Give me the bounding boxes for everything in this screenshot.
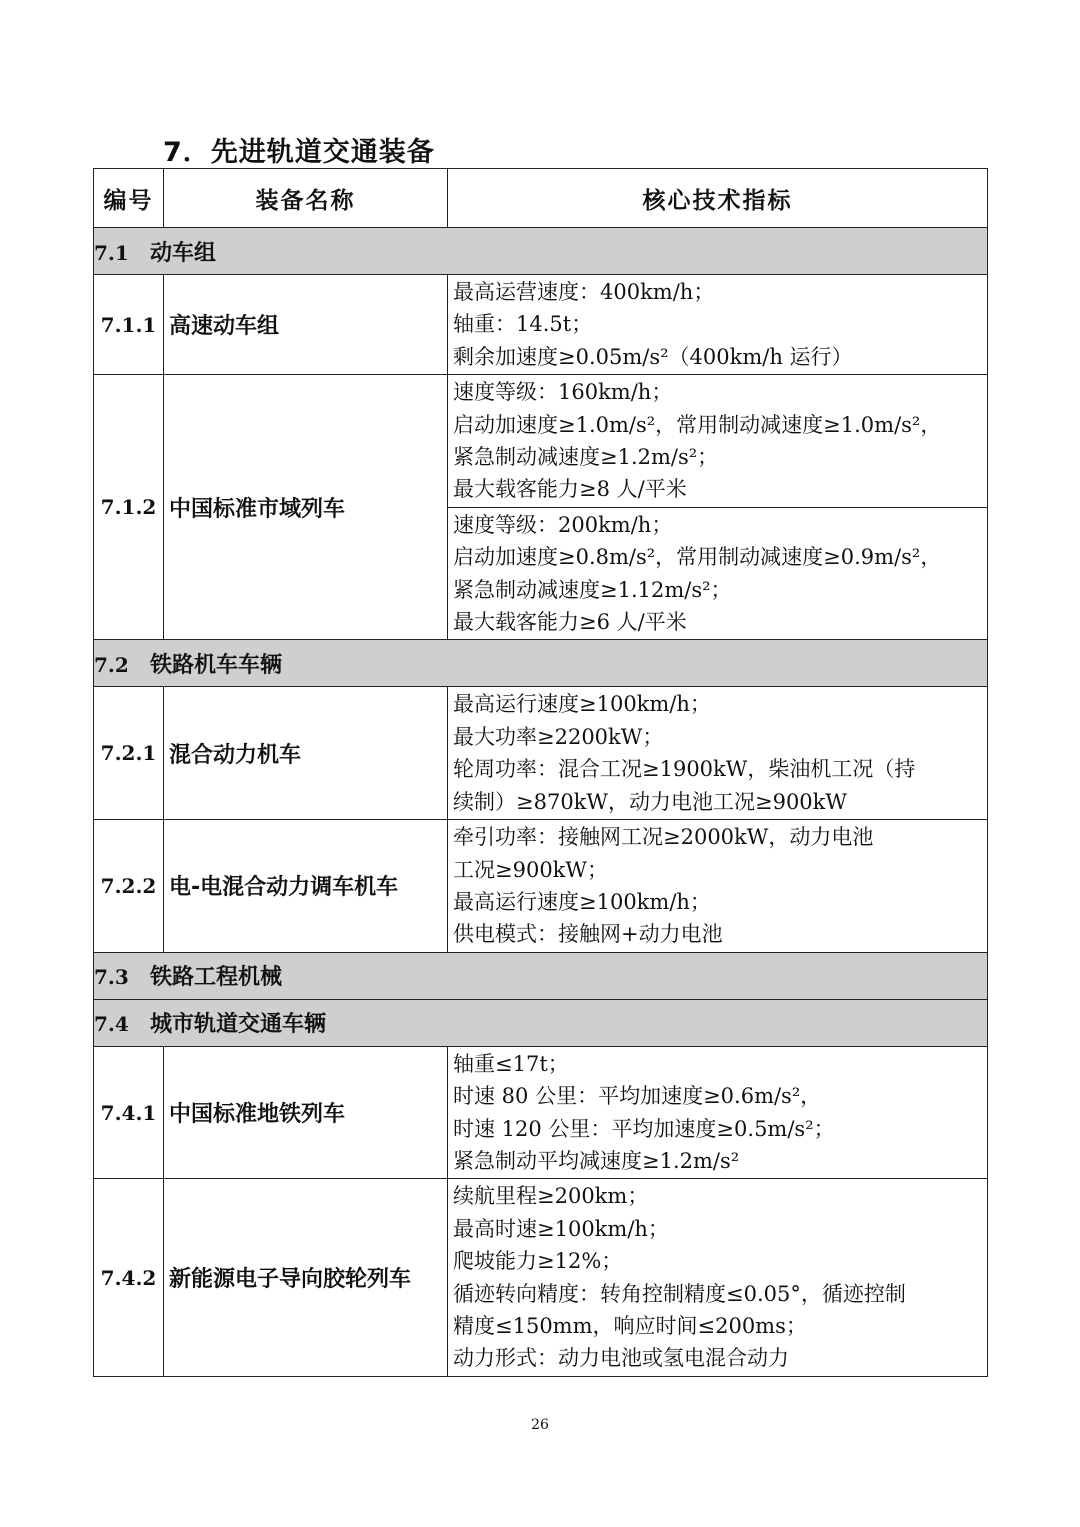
spec-line: 时速 80 公里：平均加速度≥0.6m/s²，	[453, 1084, 822, 1109]
row-name: 新能源电子导向胶轮列车	[164, 1179, 448, 1376]
row-specs	[448, 1179, 988, 1376]
row-name: 电-电混合动力调车机车	[164, 820, 448, 953]
header-specs: 核心技术指标	[448, 169, 988, 228]
spec-line: 爬坡能力≥12%；	[453, 1249, 623, 1274]
row-name: 中国标准地铁列车	[164, 1046, 448, 1179]
row-code: 7.2.1	[94, 687, 164, 820]
spec-line: 工况≥900kW；	[453, 857, 608, 882]
spec-line: 最大载客能力≥6 人/平米	[453, 610, 687, 635]
section-row	[94, 999, 988, 1046]
spec-line: 最高运行速度≥100km/h；	[453, 692, 711, 717]
row-specs	[448, 687, 988, 820]
spec-line: 最高时速≥100km/h；	[453, 1216, 669, 1241]
row-name: 混合动力机车	[164, 687, 448, 820]
spec-line: 牵引功率：接触网工况≥2000kW，动力电池	[453, 825, 874, 850]
section-code: 7.3	[94, 965, 129, 990]
section-title: 动车组	[150, 240, 217, 266]
section-title: 铁路机车车辆	[150, 652, 283, 678]
spec-line: 续制）≥870kW，动力电池工况≥900kW	[453, 789, 847, 814]
table-row	[94, 375, 988, 508]
section-code: 7.4	[94, 1012, 129, 1037]
table-header-row	[94, 169, 988, 228]
spec-line: 速度等级：160km/h；	[453, 380, 673, 405]
page-number: 26	[531, 1417, 549, 1433]
spec-line: 最高运营速度：400km/h；	[453, 280, 715, 304]
row-specs	[448, 820, 988, 953]
spec-line: 启动加速度≥1.0m/s²，常用制动减速度≥1.0m/s²，	[453, 412, 942, 437]
row-specs	[448, 375, 988, 508]
row-name: 中国标准市域列车	[164, 375, 448, 640]
spec-line: 速度等级：200km/h；	[453, 512, 673, 537]
section-code: 7.1	[94, 240, 129, 265]
table-row	[94, 820, 988, 953]
spec-line: 供电模式：接触网+动力电池	[453, 922, 723, 947]
spec-line: 最高运行速度≥100km/h；	[453, 889, 711, 914]
row-name: 高速动车组	[164, 275, 448, 375]
section-cell	[94, 999, 988, 1046]
spec-line: 动力形式：动力电池或氢电混合动力	[453, 1346, 789, 1371]
row-code: 7.4.2	[94, 1179, 164, 1376]
spec-line: 续航里程≥200km；	[453, 1184, 649, 1209]
section-title: 铁路工程机械	[150, 965, 283, 991]
section-row	[94, 952, 988, 999]
spec-line: 最大载客能力≥8 人/平米	[453, 477, 687, 502]
row-code: 7.1.2	[94, 375, 164, 640]
section-cell	[94, 228, 988, 275]
equipment-table	[93, 168, 988, 1377]
header-name: 装备名称	[164, 169, 448, 228]
table-row	[94, 1046, 988, 1179]
spec-line: 循迹转向精度：转角控制精度≤0.05°，循迹控制	[453, 1281, 906, 1306]
row-specs	[448, 1046, 988, 1179]
spec-line: 精度≤150mm，响应时间≤200ms；	[453, 1313, 807, 1338]
section-row	[94, 640, 988, 687]
row-code: 7.4.1	[94, 1046, 164, 1179]
row-code: 7.2.2	[94, 820, 164, 953]
table-row	[94, 275, 988, 375]
spec-line: 剩余加速度≥0.05m/s²（400km/h 运行）	[453, 344, 853, 369]
spec-line: 时速 120 公里：平均加速度≥0.5m/s²；	[453, 1116, 835, 1141]
spec-line: 紧急制动平均减速度≥1.2m/s²	[453, 1148, 740, 1173]
row-specs	[448, 275, 988, 375]
spec-line: 启动加速度≥0.8m/s²，常用制动减速度≥0.9m/s²，	[453, 545, 942, 570]
section-code: 7.2	[94, 652, 129, 677]
spec-line: 紧急制动减速度≥1.12m/s²；	[453, 577, 732, 602]
row-specs	[448, 507, 988, 640]
section-cell	[94, 640, 988, 687]
spec-line: 轴重≤17t；	[453, 1051, 569, 1076]
table-row	[94, 687, 988, 820]
table-row	[94, 1179, 988, 1376]
section-title: 城市轨道交通车辆	[150, 1012, 327, 1038]
section-row	[94, 228, 988, 275]
spec-line: 轴重：14.5t；	[453, 312, 593, 337]
section-cell	[94, 952, 988, 999]
spec-line: 轮周功率：混合工况≥1900kW，柴油机工况（持	[453, 757, 916, 782]
row-code: 7.1.1	[94, 275, 164, 375]
header-code: 编号	[94, 169, 164, 228]
spec-line: 紧急制动减速度≥1.2m/s²；	[453, 445, 719, 470]
section-heading: 7．先进轨道交通装备	[163, 137, 435, 168]
spec-line: 最大功率≥2200kW；	[453, 724, 664, 749]
